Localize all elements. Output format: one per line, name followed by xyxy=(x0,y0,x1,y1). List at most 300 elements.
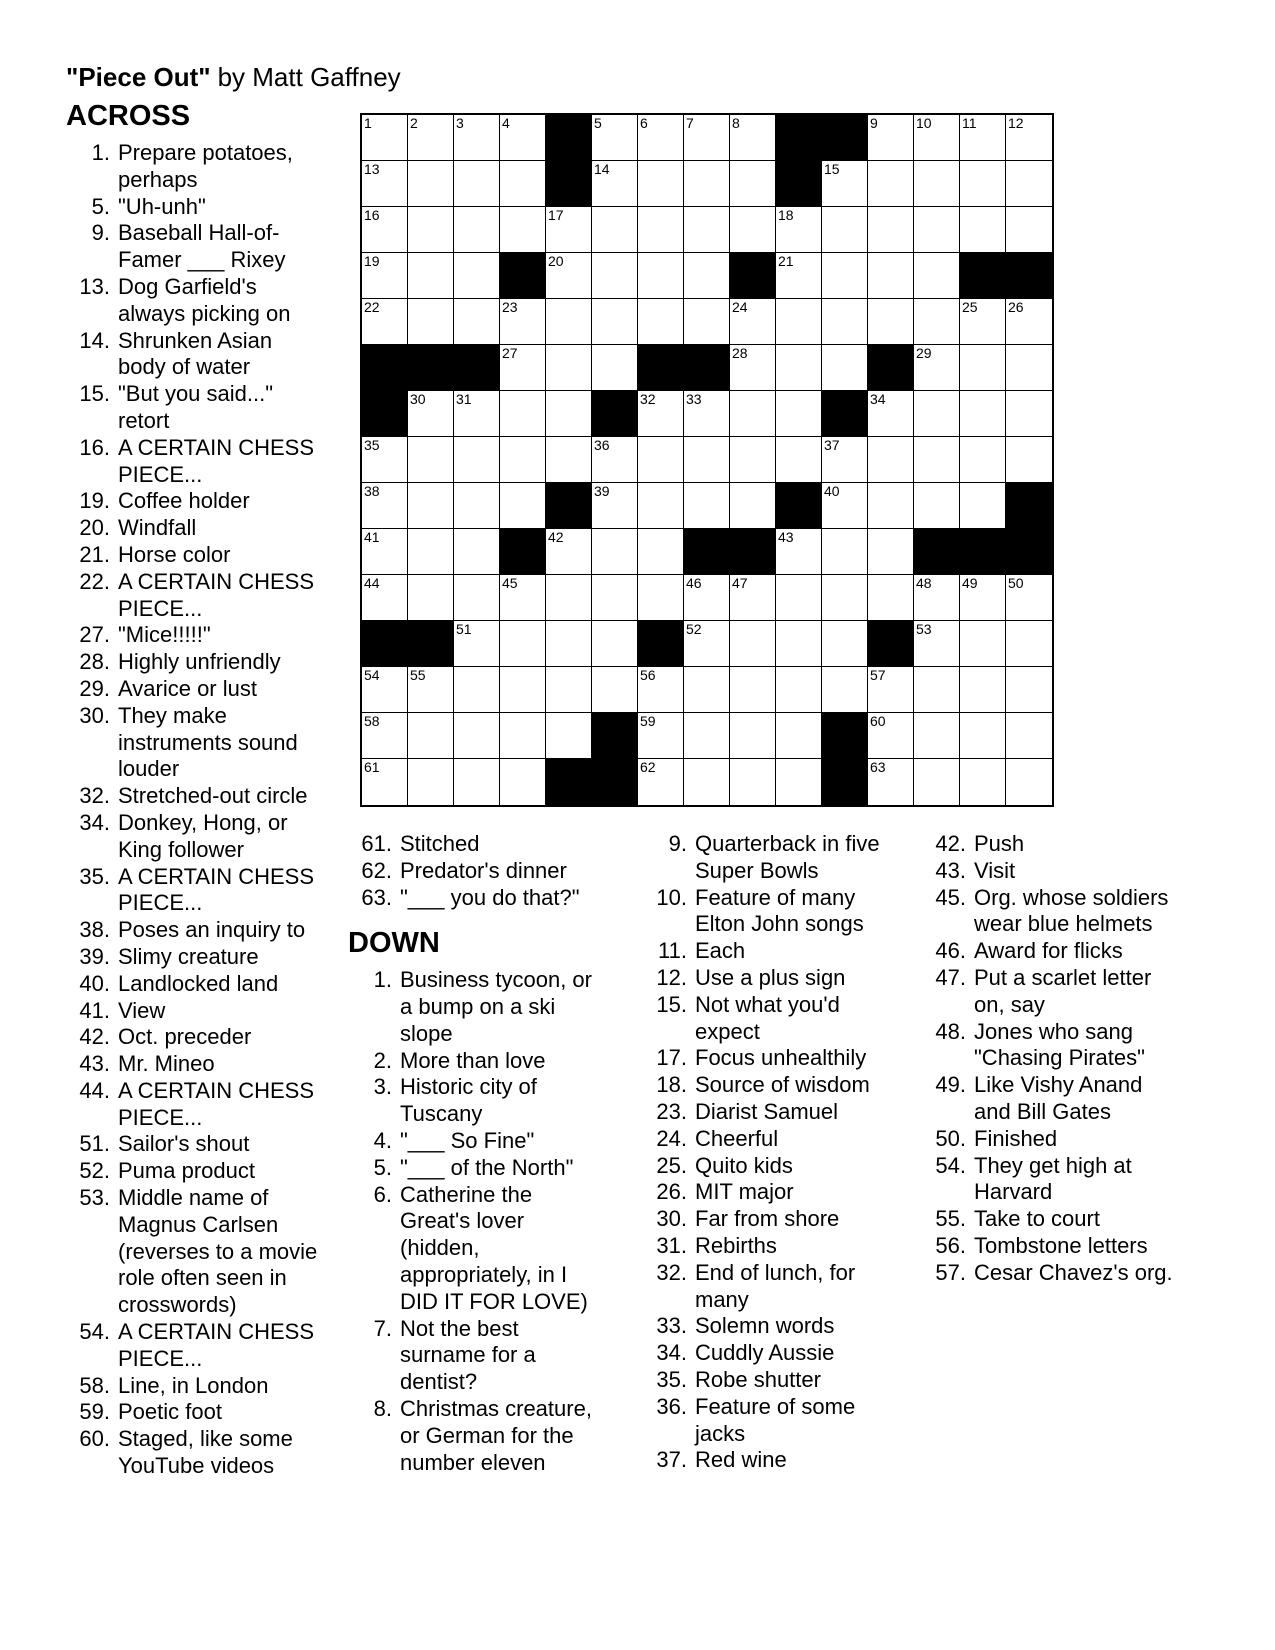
grid-cell[interactable] xyxy=(776,575,822,621)
grid-cell[interactable] xyxy=(546,345,592,391)
grid-cell[interactable] xyxy=(500,483,546,529)
grid-cell[interactable] xyxy=(500,207,546,253)
grid-cell[interactable] xyxy=(500,621,546,667)
grid-cell[interactable] xyxy=(638,575,684,621)
grid-cell[interactable] xyxy=(776,621,822,667)
grid-cell[interactable] xyxy=(684,391,730,437)
clue-number: 32. xyxy=(79,783,110,809)
grid-cell[interactable] xyxy=(362,115,408,161)
clue-down-45 xyxy=(922,885,1179,939)
grid-cell[interactable] xyxy=(960,207,1006,253)
cell-number: 55 xyxy=(410,667,426,683)
clue-text: Mr. Mineo xyxy=(118,1051,215,1077)
grid-cell[interactable] xyxy=(546,621,592,667)
grid-cell[interactable] xyxy=(822,529,868,575)
cell-number: 48 xyxy=(916,575,932,591)
grid-cell[interactable] xyxy=(776,667,822,713)
clue-number: 62. xyxy=(361,857,392,883)
clue-number: 54. xyxy=(935,1152,966,1178)
clue-number: 46. xyxy=(935,938,966,964)
grid-cell[interactable] xyxy=(914,759,960,805)
grid-cell[interactable] xyxy=(868,759,914,805)
grid-cell[interactable] xyxy=(822,621,868,667)
grid-cell[interactable] xyxy=(730,621,776,667)
clue-text: "Mice!!!!!" xyxy=(118,622,211,648)
clue-number: 26. xyxy=(656,1179,687,1205)
grid-cell[interactable] xyxy=(638,667,684,713)
grid-cell[interactable] xyxy=(960,161,1006,207)
grid-cell[interactable] xyxy=(868,575,914,621)
grid-cell[interactable] xyxy=(454,253,500,299)
grid-cell[interactable] xyxy=(408,437,454,483)
grid-cell[interactable] xyxy=(546,713,592,759)
grid-cell[interactable] xyxy=(362,299,408,345)
grid-cell[interactable] xyxy=(730,759,776,805)
grid-cell[interactable] xyxy=(776,713,822,759)
grid-cell[interactable] xyxy=(408,391,454,437)
grid-cell[interactable] xyxy=(592,575,638,621)
grid-cell[interactable] xyxy=(960,483,1006,529)
grid-cell[interactable] xyxy=(960,621,1006,667)
clue-text: "Uh-unh" xyxy=(118,193,206,219)
grid-cell[interactable] xyxy=(638,391,684,437)
grid-cell[interactable] xyxy=(454,621,500,667)
clue-text: Diarist Samuel xyxy=(695,1098,839,1124)
grid-cell[interactable] xyxy=(362,207,408,253)
grid-cell[interactable] xyxy=(592,345,638,391)
grid-cell[interactable] xyxy=(1006,575,1052,621)
clue-down-17 xyxy=(643,1045,890,1072)
crossword-grid xyxy=(360,113,1054,807)
grid-cell[interactable] xyxy=(362,437,408,483)
grid-cell[interactable] xyxy=(1006,621,1052,667)
grid-cell[interactable] xyxy=(960,667,1006,713)
clue-number: 20. xyxy=(79,515,110,541)
grid-cell[interactable] xyxy=(638,483,684,529)
clue-number: 58. xyxy=(79,1372,110,1398)
grid-cell-black xyxy=(546,161,592,207)
grid-cell[interactable] xyxy=(408,299,454,345)
grid-cell[interactable] xyxy=(454,391,500,437)
cell-number: 12 xyxy=(1008,115,1024,131)
grid-cell[interactable] xyxy=(500,299,546,345)
clue-text: A CERTAIN CHESS PIECE... xyxy=(118,434,315,487)
grid-cell[interactable] xyxy=(776,345,822,391)
clue-number: 49. xyxy=(935,1072,966,1098)
grid-cell[interactable] xyxy=(914,483,960,529)
clue-text: Take to court xyxy=(974,1206,1100,1232)
grid-cell[interactable] xyxy=(454,207,500,253)
grid-cell[interactable] xyxy=(638,253,684,299)
grid-cell[interactable] xyxy=(408,483,454,529)
grid-cell[interactable] xyxy=(1006,759,1052,805)
grid-cell[interactable] xyxy=(914,621,960,667)
cell-number: 5 xyxy=(594,115,602,131)
cell-number: 44 xyxy=(364,575,380,591)
grid-cell[interactable] xyxy=(684,575,730,621)
grid-cell[interactable] xyxy=(960,575,1006,621)
grid-cell[interactable] xyxy=(684,207,730,253)
grid-cell[interactable] xyxy=(960,345,1006,391)
cell-number: 16 xyxy=(364,207,380,223)
grid-cell[interactable] xyxy=(454,437,500,483)
cell-number: 10 xyxy=(916,115,932,131)
grid-cell[interactable] xyxy=(546,437,592,483)
grid-cell[interactable] xyxy=(914,667,960,713)
grid-cell[interactable] xyxy=(500,437,546,483)
grid-cell[interactable] xyxy=(408,667,454,713)
grid-cell[interactable] xyxy=(776,207,822,253)
grid-cell[interactable] xyxy=(776,299,822,345)
grid-cell[interactable] xyxy=(822,575,868,621)
clue-number: 4. xyxy=(373,1127,392,1153)
clue-number: 43. xyxy=(935,857,966,883)
grid-cell[interactable] xyxy=(914,161,960,207)
grid-cell-black xyxy=(960,529,1006,575)
cell-number: 59 xyxy=(640,713,656,729)
cell-number: 18 xyxy=(778,207,794,223)
grid-cell[interactable] xyxy=(592,667,638,713)
clue-number: 27. xyxy=(79,622,110,648)
grid-cell[interactable] xyxy=(638,299,684,345)
grid-cell[interactable] xyxy=(638,115,684,161)
clue-text: Red wine xyxy=(695,1447,787,1473)
grid-cell[interactable] xyxy=(684,483,730,529)
grid-cell[interactable] xyxy=(546,253,592,299)
grid-cell[interactable] xyxy=(408,207,454,253)
grid-cell[interactable] xyxy=(868,713,914,759)
clue-down-25 xyxy=(643,1153,890,1180)
cell-number: 45 xyxy=(502,575,518,591)
grid-cell[interactable] xyxy=(408,713,454,759)
clue-down-12 xyxy=(643,965,890,992)
clue-number: 30. xyxy=(79,702,110,728)
clue-column-3 xyxy=(643,831,890,1474)
grid-cell[interactable] xyxy=(362,759,408,805)
clue-number: 42. xyxy=(935,831,966,856)
grid-cell[interactable] xyxy=(684,253,730,299)
grid-cell[interactable] xyxy=(684,437,730,483)
grid-cell[interactable] xyxy=(1006,391,1052,437)
clue-down-9 xyxy=(643,831,890,885)
clue-across-38 xyxy=(66,917,326,944)
cell-number: 36 xyxy=(594,437,610,453)
clue-text: Far from shore xyxy=(695,1206,840,1232)
grid-cell-black xyxy=(868,621,914,667)
grid-cell[interactable] xyxy=(914,345,960,391)
clue-down-18 xyxy=(643,1072,890,1099)
grid-cell[interactable] xyxy=(776,253,822,299)
clue-text: A CERTAIN CHESS PIECE... xyxy=(118,568,315,621)
clue-number: 25. xyxy=(656,1152,687,1178)
clue-across-30 xyxy=(66,703,326,783)
grid-cell[interactable] xyxy=(822,207,868,253)
grid-cell[interactable] xyxy=(822,483,868,529)
grid-cell[interactable] xyxy=(868,529,914,575)
grid-cell[interactable] xyxy=(362,161,408,207)
grid-cell[interactable] xyxy=(684,115,730,161)
grid-cell[interactable] xyxy=(592,299,638,345)
grid-cell[interactable] xyxy=(914,207,960,253)
cell-number: 63 xyxy=(870,759,886,775)
grid-cell[interactable] xyxy=(454,713,500,759)
grid-cell[interactable] xyxy=(546,391,592,437)
clue-number: 48. xyxy=(935,1018,966,1044)
grid-cell[interactable] xyxy=(730,299,776,345)
grid-cell[interactable] xyxy=(730,115,776,161)
grid-cell-black xyxy=(592,759,638,805)
clue-across-39 xyxy=(66,944,326,971)
grid-cell[interactable] xyxy=(362,575,408,621)
grid-cell[interactable] xyxy=(730,207,776,253)
grid-cell[interactable] xyxy=(730,161,776,207)
grid-cell-black xyxy=(776,115,822,161)
grid-cell[interactable] xyxy=(914,575,960,621)
grid-cell[interactable] xyxy=(638,207,684,253)
grid-cell[interactable] xyxy=(592,483,638,529)
grid-cell[interactable] xyxy=(500,575,546,621)
grid-cell[interactable] xyxy=(914,253,960,299)
grid-cell[interactable] xyxy=(546,299,592,345)
grid-cell[interactable] xyxy=(592,207,638,253)
clue-text: Avarice or lust xyxy=(118,675,257,701)
cell-number: 15 xyxy=(824,161,840,177)
grid-cell[interactable] xyxy=(1006,345,1052,391)
grid-cell[interactable] xyxy=(592,161,638,207)
grid-cell[interactable] xyxy=(408,529,454,575)
grid-cell[interactable] xyxy=(638,713,684,759)
grid-cell[interactable] xyxy=(960,391,1006,437)
grid-cell[interactable] xyxy=(546,529,592,575)
clue-number: 10. xyxy=(656,884,687,910)
grid-cell[interactable] xyxy=(822,667,868,713)
grid-cell[interactable] xyxy=(454,483,500,529)
grid-cell[interactable] xyxy=(730,667,776,713)
cell-number: 17 xyxy=(548,207,564,223)
grid-cell[interactable] xyxy=(730,575,776,621)
grid-cell[interactable] xyxy=(914,115,960,161)
grid-cell[interactable] xyxy=(454,667,500,713)
grid-cell[interactable] xyxy=(1006,299,1052,345)
grid-cell[interactable] xyxy=(1006,161,1052,207)
clue-number: 43. xyxy=(79,1051,110,1077)
grid-cell[interactable] xyxy=(638,529,684,575)
cell-number: 43 xyxy=(778,529,794,545)
cell-number: 61 xyxy=(364,759,380,775)
grid-cell[interactable] xyxy=(408,759,454,805)
grid-cell[interactable] xyxy=(592,437,638,483)
grid-cell[interactable] xyxy=(592,621,638,667)
cell-number: 35 xyxy=(364,437,380,453)
grid-cell[interactable] xyxy=(454,759,500,805)
grid-cell[interactable] xyxy=(500,161,546,207)
grid-cell[interactable] xyxy=(868,437,914,483)
clue-down-6 xyxy=(348,1182,600,1316)
grid-cell[interactable] xyxy=(362,253,408,299)
grid-cell-black xyxy=(362,621,408,667)
clue-down-56 xyxy=(922,1233,1179,1260)
grid-cell[interactable] xyxy=(868,253,914,299)
grid-cell[interactable] xyxy=(408,253,454,299)
grid-cell[interactable] xyxy=(1006,713,1052,759)
clue-across-63 xyxy=(348,885,600,912)
cell-number: 40 xyxy=(824,483,840,499)
grid-cell[interactable] xyxy=(822,345,868,391)
grid-cell[interactable] xyxy=(454,115,500,161)
grid-cell[interactable] xyxy=(868,483,914,529)
clue-text: Shrunken Asian body of water xyxy=(118,327,273,380)
clue-text: Stretched-out circle xyxy=(118,783,308,809)
grid-cell[interactable] xyxy=(1006,667,1052,713)
grid-cell[interactable] xyxy=(500,667,546,713)
clue-text: Feature of some jacks xyxy=(695,1393,856,1446)
clue-text: Not what you'd expect xyxy=(695,991,840,1044)
grid-cell[interactable] xyxy=(592,115,638,161)
grid-cell[interactable] xyxy=(500,759,546,805)
grid-cell[interactable] xyxy=(454,299,500,345)
grid-cell[interactable] xyxy=(500,345,546,391)
clue-across-51 xyxy=(66,1131,326,1158)
grid-cell[interactable] xyxy=(1006,207,1052,253)
grid-cell[interactable] xyxy=(408,575,454,621)
grid-cell[interactable] xyxy=(638,437,684,483)
cell-number: 34 xyxy=(870,391,886,407)
grid-cell[interactable] xyxy=(362,713,408,759)
grid-cell[interactable] xyxy=(730,713,776,759)
grid-cell[interactable] xyxy=(684,161,730,207)
grid-cell[interactable] xyxy=(592,253,638,299)
clue-number: 54. xyxy=(79,1319,110,1345)
clue-text: Middle name of Magnus Carlsen (reverses to a movie role often seen in crosswords) xyxy=(118,1185,318,1318)
clue-across-35 xyxy=(66,864,326,918)
clue-text: Org. whose soldiers wear blue helmets xyxy=(974,884,1169,937)
grid-cell[interactable] xyxy=(960,115,1006,161)
grid-cell[interactable] xyxy=(500,115,546,161)
grid-cell[interactable] xyxy=(914,713,960,759)
grid-cell[interactable] xyxy=(960,759,1006,805)
clue-number: 9. xyxy=(91,220,110,246)
grid-cell[interactable] xyxy=(822,253,868,299)
clue-text: Sailor's shout xyxy=(118,1131,250,1157)
grid-cell[interactable] xyxy=(730,437,776,483)
clue-text: Puma product xyxy=(118,1158,255,1184)
cell-number: 25 xyxy=(962,299,978,315)
grid-cell[interactable] xyxy=(362,667,408,713)
grid-cell[interactable] xyxy=(408,161,454,207)
cell-number: 14 xyxy=(594,161,610,177)
down-clue-list-3 xyxy=(922,831,1179,1287)
clue-down-46 xyxy=(922,938,1179,965)
grid-cell[interactable] xyxy=(638,759,684,805)
grid-cell[interactable] xyxy=(500,713,546,759)
clue-text: Quarterback in five Super Bowls xyxy=(695,831,880,883)
grid-cell[interactable] xyxy=(730,391,776,437)
grid-cell-black xyxy=(500,253,546,299)
grid-cell[interactable] xyxy=(822,299,868,345)
grid-cell[interactable] xyxy=(684,713,730,759)
grid-cell[interactable] xyxy=(960,437,1006,483)
grid-cell-black xyxy=(546,115,592,161)
grid-cell[interactable] xyxy=(776,759,822,805)
clue-number: 34. xyxy=(79,809,110,835)
clue-number: 50. xyxy=(935,1125,966,1151)
grid-cell[interactable] xyxy=(362,483,408,529)
grid-cell[interactable] xyxy=(730,345,776,391)
grid-cell[interactable] xyxy=(362,529,408,575)
grid-cell[interactable] xyxy=(776,529,822,575)
clue-number: 9. xyxy=(668,831,687,856)
grid-cell[interactable] xyxy=(1006,437,1052,483)
clue-number: 13. xyxy=(79,273,110,299)
grid-cell[interactable] xyxy=(592,529,638,575)
grid-cell[interactable] xyxy=(776,437,822,483)
clue-down-36 xyxy=(643,1394,890,1448)
grid-cell[interactable] xyxy=(546,667,592,713)
grid-cell[interactable] xyxy=(868,299,914,345)
clue-text: Quito kids xyxy=(695,1152,793,1178)
grid-cell[interactable] xyxy=(868,391,914,437)
grid-cell[interactable] xyxy=(500,391,546,437)
clue-text: Feature of many Elton John songs xyxy=(695,884,864,937)
grid-cell[interactable] xyxy=(868,207,914,253)
grid-cell[interactable] xyxy=(960,299,1006,345)
clue-across-40 xyxy=(66,971,326,998)
grid-cell[interactable] xyxy=(684,759,730,805)
grid-cell[interactable] xyxy=(822,437,868,483)
grid-cell[interactable] xyxy=(868,667,914,713)
grid-cell[interactable] xyxy=(914,391,960,437)
clue-across-41 xyxy=(66,998,326,1025)
grid-cell[interactable] xyxy=(684,621,730,667)
down-heading: DOWN xyxy=(348,927,440,960)
clue-down-23 xyxy=(643,1099,890,1126)
clue-number: 34. xyxy=(656,1340,687,1366)
grid-cell[interactable] xyxy=(408,115,454,161)
grid-cell[interactable] xyxy=(960,713,1006,759)
clue-number: 32. xyxy=(656,1259,687,1285)
clue-across-61 xyxy=(348,831,600,858)
clue-text: Push xyxy=(974,831,1025,856)
grid-cell[interactable] xyxy=(684,299,730,345)
clue-down-26 xyxy=(643,1179,890,1206)
clue-across-62 xyxy=(348,858,600,885)
clue-number: 35. xyxy=(656,1366,687,1392)
cell-number: 33 xyxy=(686,391,702,407)
grid-cell[interactable] xyxy=(638,161,684,207)
grid-cell[interactable] xyxy=(546,207,592,253)
grid-cell[interactable] xyxy=(684,667,730,713)
grid-cell[interactable] xyxy=(546,575,592,621)
clue-down-8 xyxy=(348,1396,600,1476)
grid-cell[interactable] xyxy=(914,299,960,345)
grid-cell[interactable] xyxy=(454,529,500,575)
clue-down-48 xyxy=(922,1019,1179,1073)
grid-cell[interactable] xyxy=(776,391,822,437)
grid-cell[interactable] xyxy=(730,483,776,529)
grid-cell[interactable] xyxy=(454,575,500,621)
grid-cell[interactable] xyxy=(822,161,868,207)
grid-cell[interactable] xyxy=(868,115,914,161)
cell-number: 56 xyxy=(640,667,656,683)
grid-cell[interactable] xyxy=(1006,115,1052,161)
grid-cell-black xyxy=(1006,253,1052,299)
grid-cell[interactable] xyxy=(868,161,914,207)
clue-text: Highly unfriendly xyxy=(118,649,281,675)
clue-text: Windfall xyxy=(118,515,197,541)
grid-cell[interactable] xyxy=(454,161,500,207)
grid-cell[interactable] xyxy=(914,437,960,483)
clue-text: Catherine the Great's lover (hidden, appropriately, in I DID IT FOR LOVE) xyxy=(400,1181,588,1314)
